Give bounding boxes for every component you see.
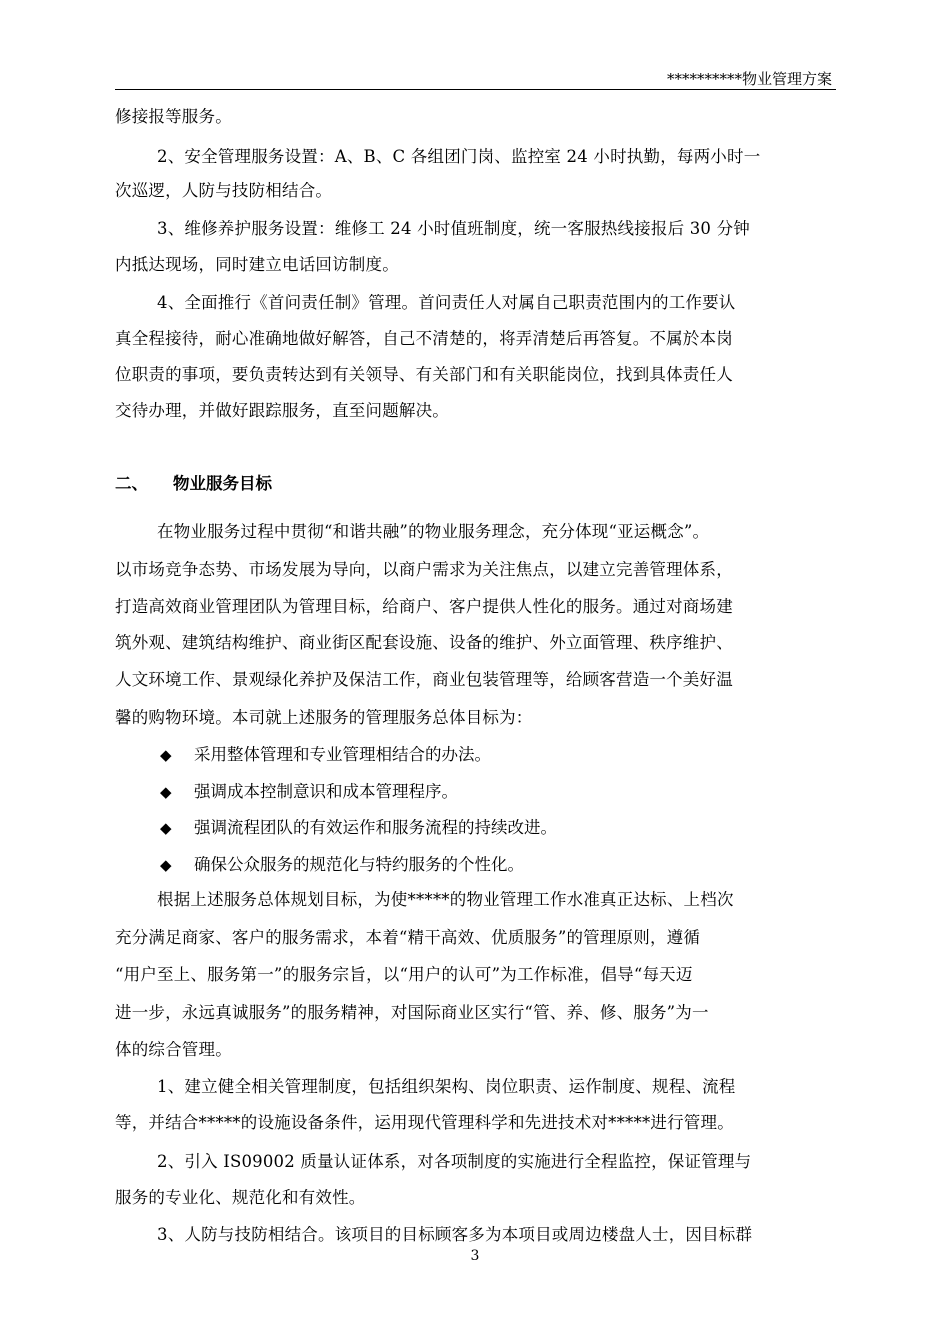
text-line: 进一步，永远真诚服务”的服务精神，对国际商业区实行“管、养、修、服务”为一 — [115, 1003, 709, 1022]
text-line: 交待办理，并做好跟踪服务，直至问题解决。 — [115, 401, 449, 420]
text-line: 馨的购物环境。本司就上述服务的管理服务总体目标为： — [115, 708, 533, 727]
list-item — [160, 741, 491, 765]
text-line: 3、人防与技防相结合。该项目的目标顾客多为本项目或周边楼盘人士，因目标群 — [157, 1225, 753, 1244]
section-heading — [115, 470, 272, 494]
section-number: 二、 — [115, 474, 148, 493]
text-line: 服务的专业化、规范化和有效性。 — [115, 1188, 366, 1207]
text-line: 2、引入 IS09002 质量认证体系，对各项制度的实施进行全程监控，保证管理与 — [157, 1152, 752, 1171]
text-line: 真全程接待，耐心准确地做好解答，自己不清楚的，将弄清楚后再答复。不属於本岗 — [115, 329, 733, 348]
text-line: 以市场竞争态势、市场发展为导向，以商户需求为关注焦点，以建立完善管理体系， — [115, 560, 733, 579]
text-line: 充分满足商家、客户的服务需求，本着“精干高效、优质服务”的管理原则，遵循 — [115, 928, 701, 947]
text-line: 4、全面推行《首问责任制》管理。首问责任人对属自己职责范围内的工作要认 — [157, 293, 736, 312]
page-number: 3 — [470, 1248, 480, 1264]
list-item-text: 确保公众服务的规范化与特约服务的个性化。 — [194, 855, 524, 874]
text-line: 内抵达现场，同时建立电话回访制度。 — [115, 255, 399, 274]
text-line: 次巡逻，人防与技防相结合。 — [115, 181, 333, 200]
diamond-bullet-icon: ◆ — [160, 856, 172, 874]
text-line: 根据上述服务总体规划目标，为使*****的物业管理工作水准真正达标、上档次 — [157, 890, 734, 909]
diamond-bullet-icon: ◆ — [160, 783, 172, 801]
text-line: 2、安全管理服务设置：A、B、C 各组团门岗、监控室 24 小时执勤，每两小时一 — [157, 147, 761, 166]
text-line: “用户至上、服务第一”的服务宗旨，以“用户的认可”为工作标准，倡导“每天迈 — [115, 965, 693, 984]
header-divider — [115, 89, 836, 90]
text-line: 打造高效商业管理团队为管理目标，给商户、客户提供人性化的服务。通过对商场建 — [115, 597, 733, 616]
list-item-text: 强调成本控制意识和成本管理程序。 — [194, 782, 458, 801]
diamond-bullet-icon: ◆ — [160, 746, 172, 764]
text-line: 筑外观、建筑结构维护、商业街区配套设施、设备的维护、外立面管理、秩序维护、 — [115, 633, 733, 652]
header-title: **********物业管理方案 — [666, 70, 832, 88]
text-line: 在物业服务过程中贯彻“和谐共融”的物业服务理念，充分体现“亚运概念”。 — [157, 522, 710, 541]
text-line: 等，并结合*****的设施设备条件，运用现代管理科学和先进技术对*****进行管理。 — [115, 1113, 734, 1132]
list-item-text: 强调流程团队的有效运作和服务流程的持续改进。 — [194, 818, 557, 837]
text-line: 人文环境工作、景观绿化养护及保洁工作，商业包装管理等，给顾客营造一个美好温 — [115, 670, 733, 689]
text-line: 体的综合管理。 — [115, 1040, 232, 1059]
text-line: 位职责的事项，要负责转达到有关领导、有关部门和有关职能岗位，找到具体责任人 — [115, 365, 733, 384]
list-item-text: 采用整体管理和专业管理相结合的办法。 — [194, 745, 491, 764]
list-item — [160, 778, 458, 802]
text-line: 3、维修养护服务设置：维修工 24 小时值班制度，统一客服热线接报后 30 分钟 — [157, 219, 750, 238]
text-line: 1、建立健全相关管理制度，包括组织架构、岗位职责、运作制度、规程、流程 — [157, 1077, 736, 1096]
list-item — [160, 851, 524, 875]
list-item — [160, 814, 557, 838]
section-title: 物业服务目标 — [173, 474, 272, 493]
diamond-bullet-icon: ◆ — [160, 819, 172, 837]
text-line: 修接报等服务。 — [115, 107, 232, 126]
